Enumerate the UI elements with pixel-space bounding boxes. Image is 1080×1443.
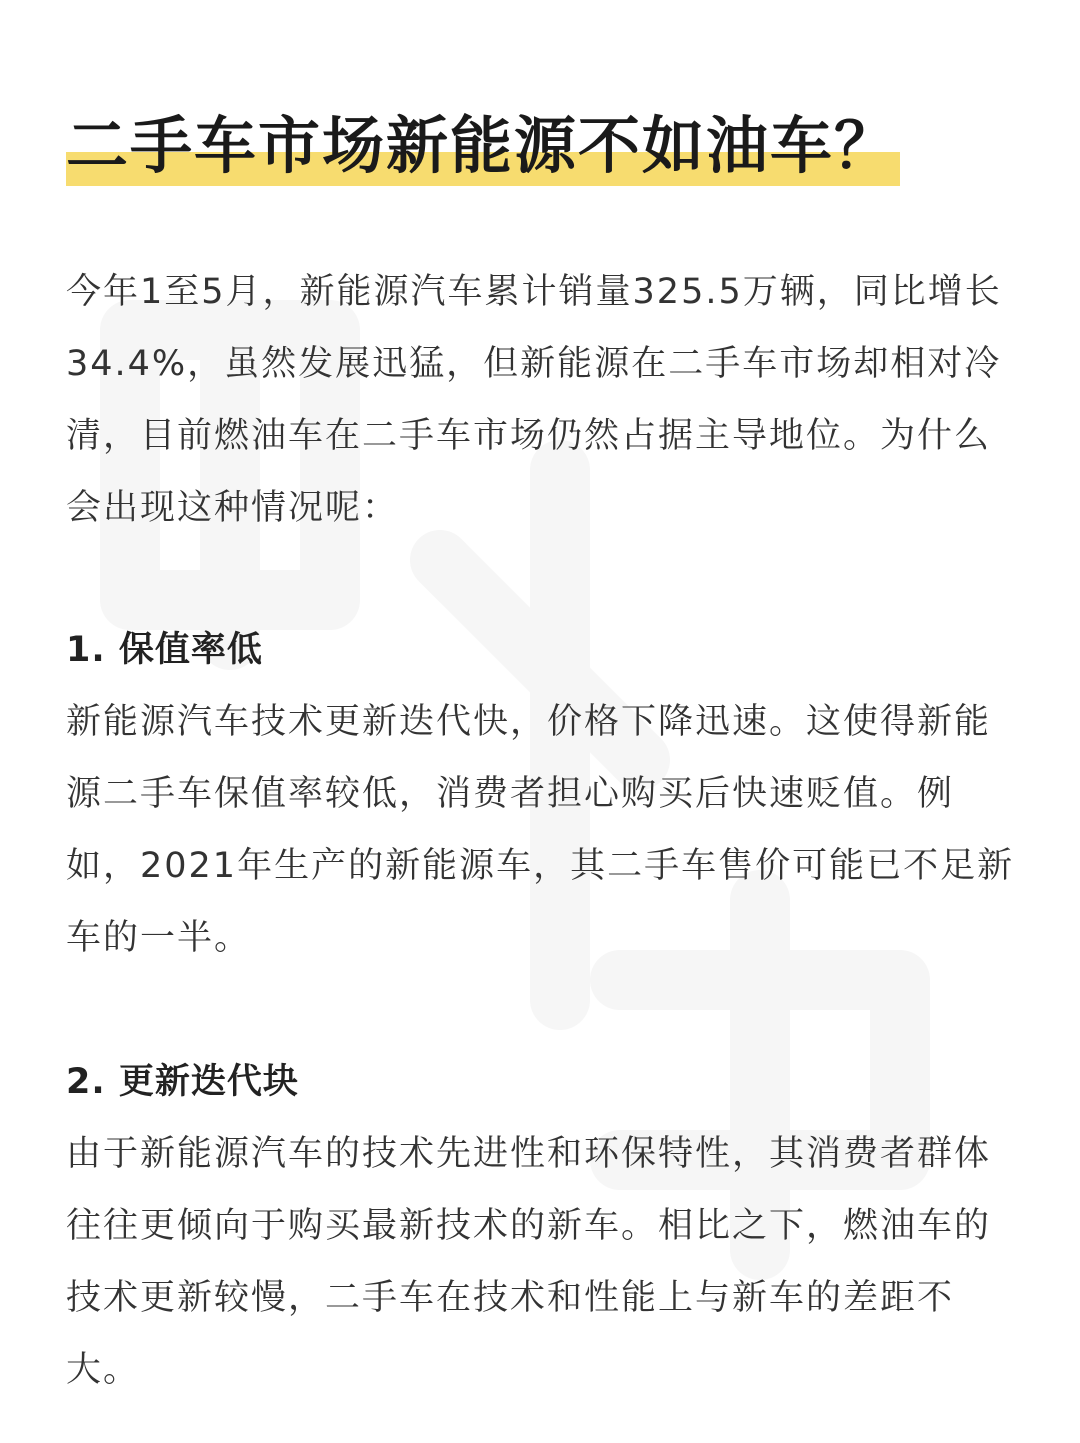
section-body-1: 新能源汽车技术更新迭代快，价格下降迅速。这使得新能源二手车保值率较低，消费者担心购买后快速贬值。例如，2021年生产的新能源车，其二手车售价可能已不足新车的一半。: [66, 702, 1015, 958]
intro-paragraph: 今年1至5月，新能源汽车累计销量325.5万辆，同比增长34.4%，虽然发展迅猛，但新能源在二手车市场却相对冷清，目前燃油车在二手车市场仍然占据主导地位。为什么会出现这种情况呢：: [66, 272, 1002, 528]
title-block: [66, 104, 898, 188]
section-heading-1: 1. 保值率低: [66, 630, 263, 670]
section-body-2: 由于新能源汽车的技术先进性和环保特性，其消费者群体往往更倾向于购买最新技术的新车。相比之下，燃油车的技术更新较慢，二手车在技术和性能上与新车的差距不大。: [66, 1134, 992, 1390]
page-title: 二手车市场新能源不如油车？: [66, 109, 899, 182]
section-heading-2: 2. 更新迭代块: [66, 1062, 299, 1102]
